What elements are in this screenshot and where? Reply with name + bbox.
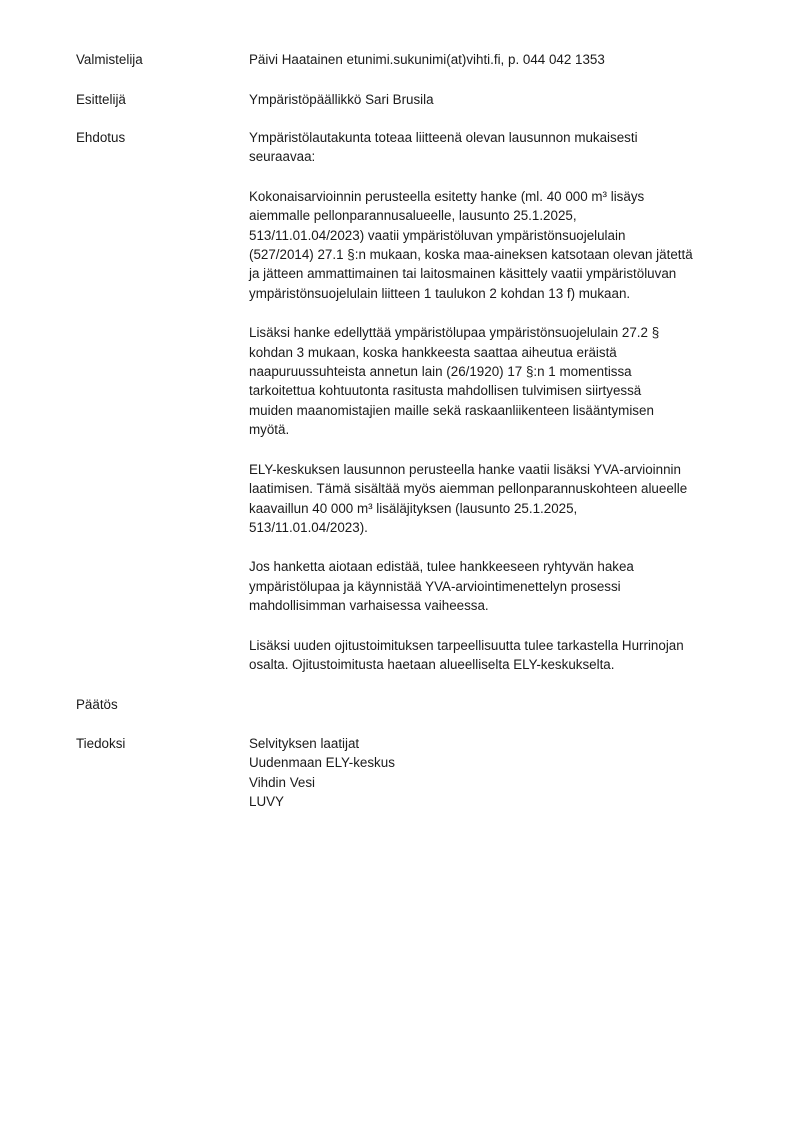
text-line: ELY-keskuksen lausunnon perusteella hanke vaatii lisäksi YVA-arvioinnin xyxy=(249,461,681,477)
valmistelija-value: Päivi Haatainen etunimi.sukunimi(at)vihti.fi, p. 044 042 1353 xyxy=(249,52,605,67)
esittelija-row xyxy=(76,90,756,109)
text-line: tarkoitettua kohtuutonta rasitusta mahdollisen tulvimisen siirtyessä xyxy=(249,383,642,399)
ehdotus-paragraph xyxy=(249,460,739,538)
ehdotus-paragraph xyxy=(249,636,739,675)
text-line: 513/11.01.04/2023) vaatii ympäristöluvan ympäristönsuojelulain xyxy=(249,227,626,243)
text-line: mahdollisimman varhaisessa vaiheessa. xyxy=(249,598,489,614)
tiedoksi-row xyxy=(76,734,756,812)
text-line: myötä. xyxy=(249,422,290,438)
text-line: aiemmalle pellonparannusalueelle, lausunto 25.1.2025, xyxy=(249,208,577,224)
tiedoksi-label: Tiedoksi xyxy=(76,736,126,751)
ehdotus-paragraph xyxy=(249,557,739,615)
paatos-row xyxy=(76,695,756,714)
text-line: naapuruussuhteista annetun lain (26/1920) 17 §:n 1 momentissa xyxy=(249,364,632,380)
paatos-label: Päätös xyxy=(76,697,118,712)
text-line: laatimisen. Tämä sisältää myös aiemman pellonparannuskohteen alueelle xyxy=(249,481,688,497)
tiedoksi-recipients xyxy=(249,734,739,812)
recipient-item: LUVY xyxy=(249,794,284,810)
text-line: ja jätteen ammattimainen tai laitosmainen käsittely vaatii ympäristöluvan xyxy=(249,266,677,282)
text-line: ympäristölupaa ja käynnistää YVA-arviointimenettelyn prosessi xyxy=(249,578,621,594)
text-line: seuraavaa: xyxy=(249,149,316,165)
ehdotus-paragraph xyxy=(249,323,739,439)
text-line: Lisäksi hanke edellyttää ympäristölupaa ympäristönsuojelulain 27.2 § xyxy=(249,325,660,341)
ehdotus-row xyxy=(76,128,756,674)
ehdotus-body xyxy=(249,128,739,674)
text-line: Ympäristölautakunta toteaa liitteenä olevan lausunnon mukaisesti xyxy=(249,130,638,145)
text-line: (527/2014) 27.1 §:n mukaan, koska maa-aineksen katsotaan olevan jätettä xyxy=(249,247,693,263)
text-line: 513/11.01.04/2023). xyxy=(249,519,368,535)
ehdotus-paragraph xyxy=(249,187,739,303)
text-line: Kokonaisarvioinnin perusteella esitetty hanke (ml. 40 000 m³ lisäys xyxy=(249,188,645,204)
recipient-item: Selvityksen laatijat xyxy=(249,736,360,751)
text-line: kohdan 3 mukaan, koska hankkeesta saattaa aiheutua eräistä xyxy=(249,344,617,360)
esittelija-label: Esittelijä xyxy=(76,92,126,107)
text-line: muiden maanomistajien maille sekä raskaanliikenteen lisääntymisen xyxy=(249,402,654,418)
text-line: osalta. Ojitustoimitusta haetaan alueelliselta ELY-keskukselta. xyxy=(249,656,615,672)
text-line: Jos hanketta aiotaan edistää, tulee hankkeeseen ryhtyvän hakea xyxy=(249,559,634,575)
ehdotus-label: Ehdotus xyxy=(76,130,126,145)
ehdotus-paragraph xyxy=(249,128,739,167)
recipient-item: Uudenmaan ELY-keskus xyxy=(249,755,395,771)
valmistelija-label: Valmistelija xyxy=(76,52,143,67)
esittelija-value: Ympäristöpäällikkö Sari Brusila xyxy=(249,92,434,107)
text-line: kaavaillun 40 000 m³ lisäläjityksen (lausunto 25.1.2025, xyxy=(249,500,578,516)
paatos-value xyxy=(249,695,739,714)
recipient-item: Vihdin Vesi xyxy=(249,774,316,790)
valmistelija-row xyxy=(76,50,756,69)
text-line: Lisäksi uuden ojitustoimituksen tarpeellisuutta tulee tarkastella Hurrinojan xyxy=(249,637,684,653)
text-line: ympäristönsuojelulain liitteen 1 taulukon 2 kohdan 13 f) mukaan. xyxy=(249,285,631,301)
